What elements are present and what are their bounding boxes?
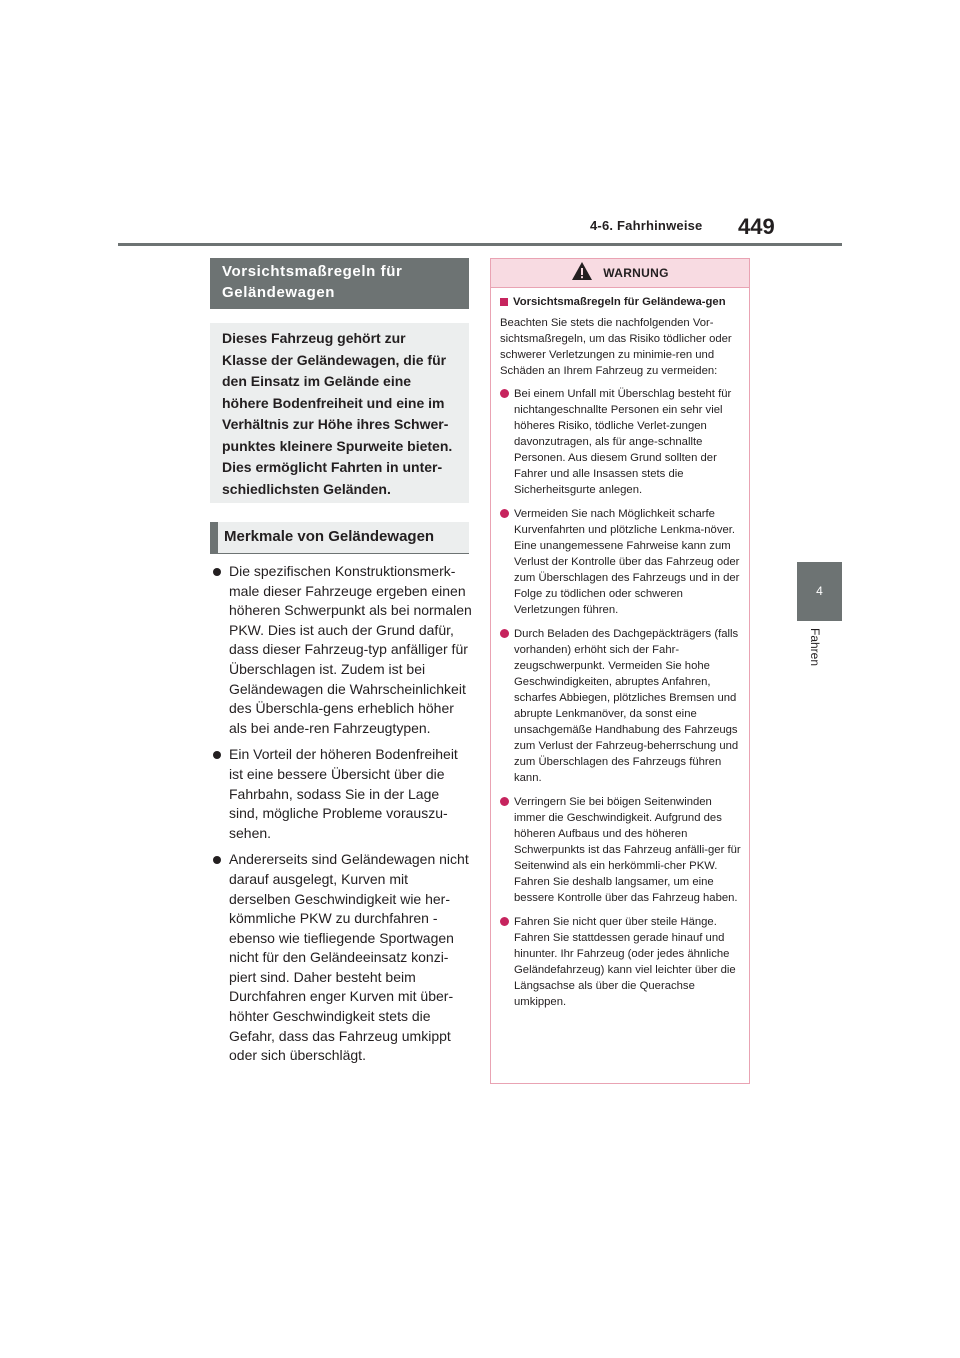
intro-line: punktes kleinere Spurweite bieten. — [222, 437, 453, 454]
intro-line: höhere Bodenfreiheit und eine im — [222, 394, 445, 411]
warning-intro: Beachten Sie stets die nachfolgenden Vor-sichtsmaßregeln, um das Risiko tödlicher oder schwerer Verletzungen zu minimie-ren und Schäden an Ihrem Fahrzeug zu vermeiden: — [500, 317, 732, 377]
header-section-title: 4-6. Fahrhinweise — [590, 218, 703, 233]
warning-item: Durch Beladen des Dachgepäckträgers (falls vorhanden) erhöht sich der Fahr-zeugschwerpunkt. Vermeiden Sie hohe Geschwindigkeiten, abruptes Anfahren, scharfes Abbiegen, plötzliches Bremsen und abrupte Lenkmanöver, da sonst eine unsachgemäße Handhabung des Fahrzeugs zum Verlust der Fahrzeug-beherrschung und zum Überschlagen des Fahrzeugs führen kann. — [500, 626, 743, 786]
intro-line: Verhältnis zur Höhe ihres Schwer- — [222, 416, 449, 432]
intro-line: Dieses Fahrzeug gehört zur — [222, 330, 406, 346]
bullet-item: Ein Vorteil der höheren Bodenfreiheit ist eine bessere Übersicht über die Fahrbahn, sodass Sie in der Lage sind, mögliche Probleme vorauszu-sehen. — [210, 745, 472, 843]
chapter-tab: 4 — [797, 562, 842, 621]
warning-title: WARNUNG — [603, 266, 669, 280]
warning-triangle-icon — [571, 261, 593, 286]
intro-box — [210, 323, 469, 503]
bullet-list — [210, 562, 472, 1073]
intro-line: Dies ermöglicht Fahrten in unter- — [222, 459, 443, 475]
subheading: Merkmale von Geländewagen — [210, 522, 469, 554]
warning-box — [490, 258, 750, 1084]
warning-subheading: Vorsichtsmaßregeln für Geländewa-gen — [500, 294, 743, 310]
warning-body — [491, 288, 749, 1010]
warning-item: Vermeiden Sie nach Möglichkeit scharfe Kurvenfahrten und plötzliche Lenkma-növer. Eine unangemessene Fahrweise kann zum Verlust der Kontrolle über das Fahrzeug oder zum Überschlagen des Fahrzeugs und in der Folge zu tödlichen oder schweren Verletzungen führen. — [500, 506, 743, 618]
warning-item: Verringern Sie bei böigen Seitenwinden immer die Geschwindigkeit. Aufgrund des höheren Aufbaus und des höheren Schwerpunkts ist das Fahrzeug anfälli-ger für Seitenwind als ein herkömmli-cher PKW. Fahren Sie deshalb langsamer, um eine bessere Kontrolle über das Fahrzeug haben. — [500, 794, 743, 906]
header-rule — [118, 243, 842, 246]
intro-line: Klasse der Geländewagen, die für — [222, 351, 447, 368]
intro-line: schiedlichsten Geländen. — [222, 480, 391, 497]
warning-header — [491, 259, 749, 288]
page-number: 449 — [738, 214, 775, 239]
warning-item: Fahren Sie nicht quer über steile Hänge. Fahren Sie stattdessen gerade hinauf und hinunter. Ihr Fahrzeug (oder jedes ähnliche Geländefahrzeug) kann viel leichter über die Längsachse als über die Querachse umkippen. — [500, 914, 743, 1010]
warning-list — [500, 386, 743, 1010]
section-heading: Vorsichtsmaßregeln für Geländewagen — [210, 258, 469, 309]
bullet-item: Die spezifischen Konstruktionsmerk-male dieser Fahrzeuge ergeben einen höheren Schwerpunkt als bei normalen PKW. Dies ist auch der Grund dafür, dass dieser Fahrzeug-typ anfälliger für Überschlagen ist. Zudem ist bei Geländewagen die Wahrscheinlichkeit des Überschla-gens erheblich höher als bei ande-ren Fahrzeugtypen. — [210, 562, 472, 738]
chapter-label: Fahren — [808, 628, 822, 667]
intro-line: den Einsatz im Gelände eine — [222, 373, 412, 389]
bullet-item: Andererseits sind Geländewagen nicht darauf ausgelegt, Kurven mit derselben Geschwindigkeit wie her-kömmliche PKW zu durchfahren - ebenso wie tiefliegende Sportwagen nicht für den Geländeeinsatz konzi-piert sind. Daher besteht beim Durchfahren enger Kurven mit über-höhter Geschwindigkeit stets die Gefahr, dass das Fahrzeug umkippt oder sich überschlägt. — [210, 850, 472, 1066]
warning-item: Bei einem Unfall mit Überschlag besteht für nichtangeschnallte Personen ein sehr viel höheres Risiko, tödliche Verlet-zungen davonzutragen, als für ange-schnallte Personen. Aus diesem Grund sollten der Fahrer und alle Insassen stets die Sicherheitsgurte anlegen. — [500, 386, 743, 498]
